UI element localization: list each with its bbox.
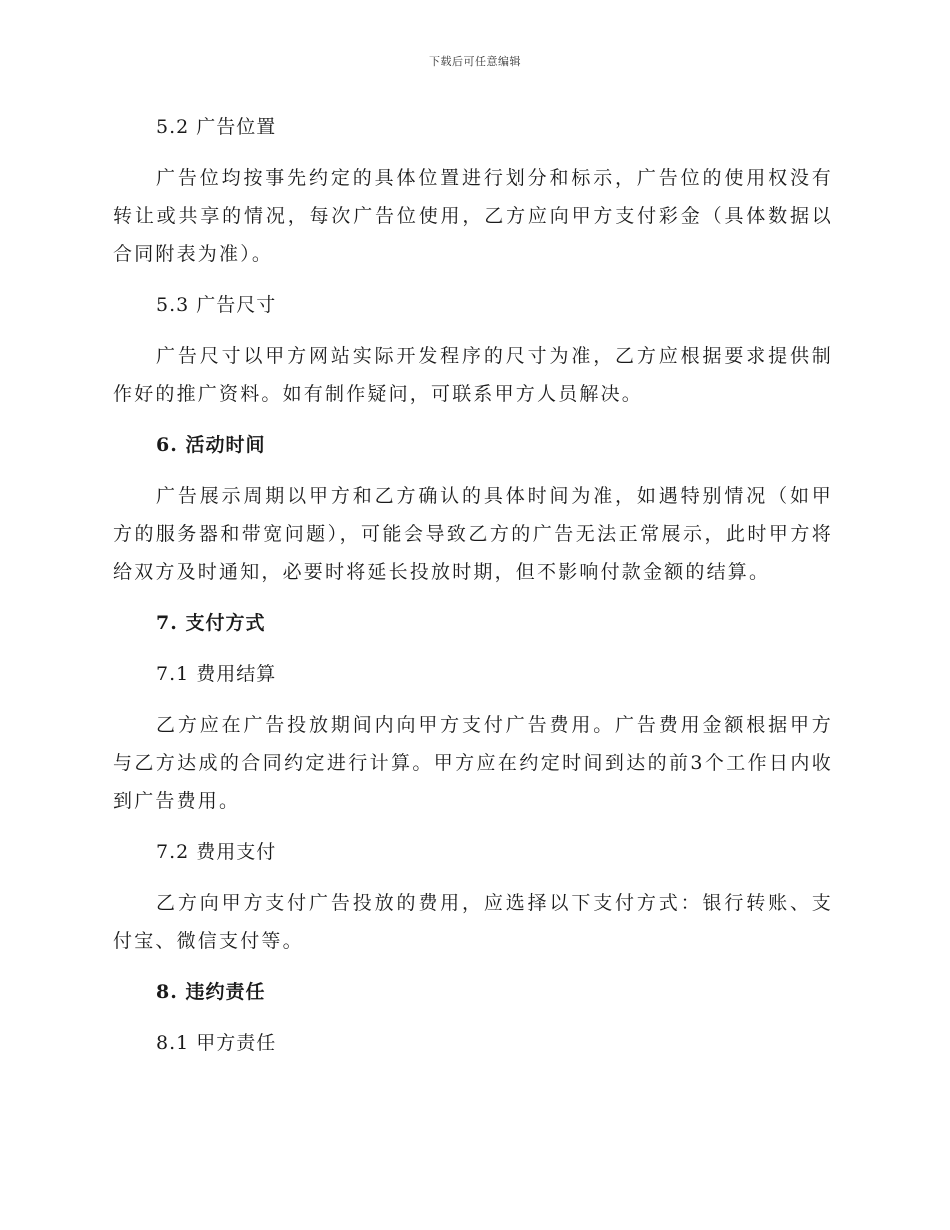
paragraph-7-1: 乙方应在广告投放期间内向甲方支付广告费用。广告费用金额根据甲方与乙方达成的合同约定进行计算。甲方应在约定时间到达的前3个工作日内收到广告费用。 [113, 714, 833, 812]
document-body [113, 108, 833, 1075]
paragraph-5-2: 广告位均按事先约定的具体位置进行划分和标示，广告位的使用权没有转让或共享的情况，每次广告位使用，乙方应向甲方支付彩金（具体数据以合同附表为准）。 [113, 167, 833, 265]
paragraph-6: 广告展示周期以甲方和乙方确认的具体时间为准，如遇特别情况（如甲方的服务器和带宽问题），可能会导致乙方的广告无法正常展示，此时甲方将给双方及时通知，必要时将延长投放时期，但不影响付款金额的结算。 [113, 485, 833, 583]
section-title-8: 8. 违约责任 [156, 981, 266, 1003]
paragraph-7-2: 乙方向甲方支付广告投放的费用，应选择以下支付方式：银行转账、支付宝、微信支付等。 [113, 892, 833, 952]
subsection-title-5-3: 5.3 广告尺寸 [156, 294, 277, 316]
subsection-title-7-1: 7.1 费用结算 [156, 663, 277, 685]
subsection-title-5-2: 5.2 广告位置 [156, 116, 277, 138]
section-title-7: 7. 支付方式 [156, 612, 266, 634]
subsection-title-7-2: 7.2 费用支付 [156, 841, 277, 863]
paragraph-5-3: 广告尺寸以甲方网站实际开发程序的尺寸为准，乙方应根据要求提供制作好的推广资料。如有制作疑问，可联系甲方人员解决。 [113, 345, 833, 405]
section-title-6: 6. 活动时间 [156, 434, 266, 456]
page-header: 下载后可任意编辑 [429, 55, 521, 68]
subsection-title-8-1: 8.1 甲方责任 [156, 1032, 277, 1054]
